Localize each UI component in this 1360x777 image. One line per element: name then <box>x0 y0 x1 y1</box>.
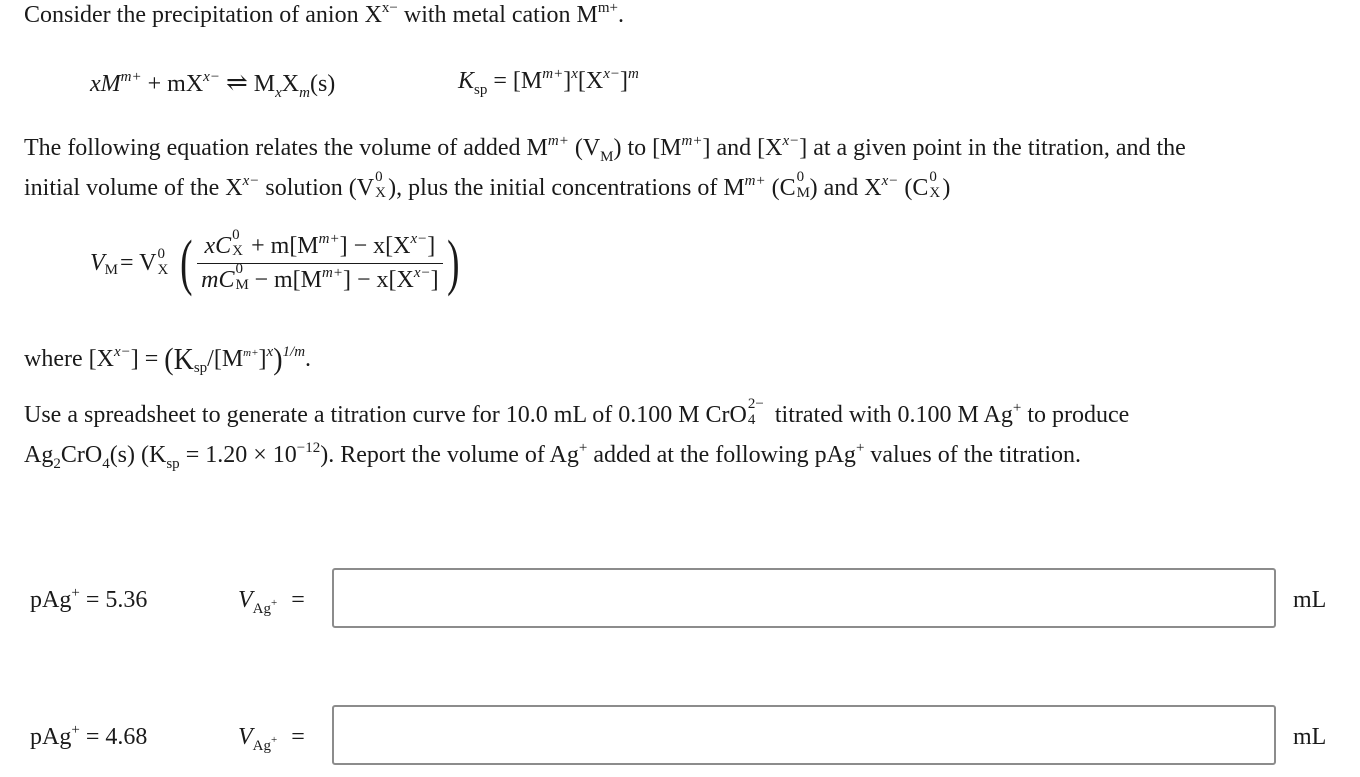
question-2-label: pAg+ = 4.68 <box>30 722 148 750</box>
volume-equation: V $_M$ = V 0 X ( xC 0 X + $m[M^{m+}] - x[X^{x-}]$ mC 0 M − $m[M^{m+}] - x[X^{x-}]$ ) <box>90 227 460 297</box>
question-1-label: pAg+ = 5.36 <box>30 585 148 613</box>
fraction <box>197 227 443 294</box>
fraction-denominator: mC 0 M − $m[M^{m+}] - x[X^{x-}]$ <box>201 261 439 293</box>
ksp-expression: $K_{sp} = [M^{m+}]^x[X^{x-}]^m$ <box>458 66 639 98</box>
task-line-1: Use a spreadsheet to generate a titration curve for 10.0 mL of 0.100 M CrO 2− 4 titrated with 0.100 M Ag+ to produce <box>24 396 1130 428</box>
precipitation-reaction: $xM^{m+} + mX^{x-}$ ⇌ $M_xX_m(s)$ <box>90 68 336 101</box>
right-paren: ) <box>446 229 460 297</box>
where-clause: where $[X^{x-}] = (K_{sp}/[M^{m+}]^x)^{1/m}$. <box>24 342 312 377</box>
description-line-2: initial volume of the $X^{x-}$ solution (V 0 X ), plus the initial concentrations of $M^{m+}$ (C 0 M ) and $X^{x-}$ (C 0 X ) <box>24 169 951 201</box>
description-line-1: The following equation relates the volume of added $M^{m+}$ $(V_M)$ to $[M^{m+}]$ and $[X^{x-}]$ at a given point in the titration, and the <box>24 133 1186 165</box>
answer-input-2[interactable] <box>332 705 1276 765</box>
left-paren: ( <box>180 229 193 297</box>
answer-input-1[interactable] <box>332 568 1276 628</box>
question-1-volume-label: $V_{Ag^+}$ = <box>238 587 305 617</box>
intro-text: Consider the precipitation of anion $X^{x-}$ with metal cation $M^{m+}$. <box>24 0 624 28</box>
question-2-volume-label: $V_{Ag^+}$ = <box>238 724 305 754</box>
equilibrium-arrow: ⇌ <box>225 68 248 97</box>
unit-label-1: mL <box>1293 587 1327 613</box>
fraction-numerator: xC 0 X + $m[M^{m+}] - x[X^{x-}]$ <box>197 233 443 264</box>
task-line-2: $Ag_2CrO_4(s) (K_{sp} = 1.20 \times 10^{-12})$. Report the volume of Ag+ added at the following pAg+ values of the titration. <box>24 440 1082 472</box>
unit-label-2: mL <box>1293 724 1327 750</box>
